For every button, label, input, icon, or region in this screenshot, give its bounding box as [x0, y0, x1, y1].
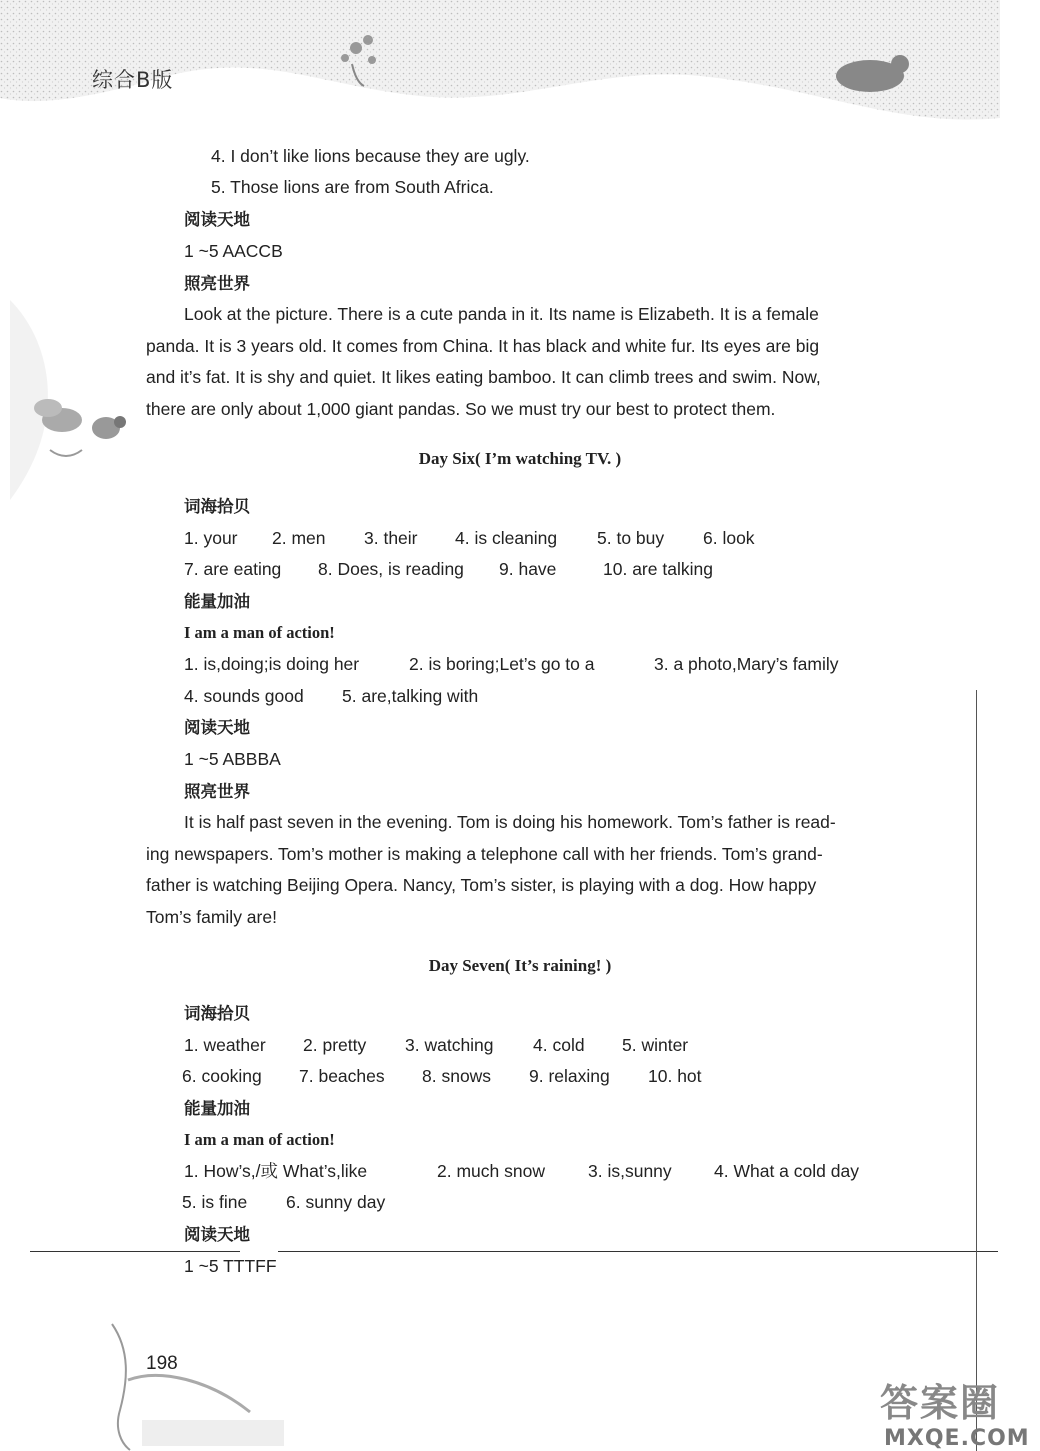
- bee-ornament-icon: [10, 300, 150, 500]
- essay-line: and it’s fat. It is shy and quiet. It likes eating bamboo. It can climb trees and swim. Now,: [146, 367, 821, 388]
- essay-family: [146, 807, 894, 933]
- answer-line: 4. I don’t like lions because they are ugly.: [211, 146, 530, 166]
- vocab-answer: 4. cold: [533, 1035, 585, 1055]
- vocab-answer: 1. your: [184, 528, 238, 548]
- action-answer: 1. How’s,/或 What’s,like: [184, 1161, 368, 1181]
- vocab-answer: 8. snows: [422, 1066, 492, 1086]
- day-six-heading: Day Six( I’m watching TV. ): [418, 449, 622, 468]
- action-answer: 1. is,doing;is doing her: [184, 654, 360, 674]
- essay-line: panda. It is 3 years old. It comes from China. It has black and white fur. Its eyes are big: [146, 335, 820, 356]
- energy-section-title: 能量加油: [184, 592, 250, 611]
- divider: [278, 1251, 998, 1252]
- energy-section-title: 能量加油: [184, 1099, 250, 1118]
- vocab-answer: 6. cooking: [182, 1066, 262, 1086]
- vocab-answer: 6. look: [703, 528, 755, 548]
- vocab-answer: 1. weather: [184, 1035, 266, 1055]
- reading-section-title: 阅读天地: [184, 718, 250, 737]
- vocab-answer: 3. their: [364, 528, 418, 548]
- watermark-url: MXQE.COM: [884, 1426, 1030, 1451]
- action-answer: 4. sounds good: [184, 686, 304, 706]
- reading-answer: 1 ~5 AACCB: [184, 241, 283, 261]
- page-number: 198: [146, 1353, 178, 1374]
- watermark-logo: 答案圈: [880, 1381, 1001, 1425]
- action-answer: 3. is,sunny: [588, 1161, 672, 1181]
- essay-line: there are only about 1,000 giant pandas. So we must try our best to protect them.: [146, 398, 776, 419]
- action-subtitle: I am a man of action!: [184, 1130, 335, 1149]
- essay-line: ing newspapers. Tom’s mother is making a telephone call with her friends. Tom’s grand-: [146, 843, 823, 864]
- edition-label: 综合B版: [92, 68, 174, 92]
- vocab-answer: 7. are eating: [184, 559, 282, 579]
- reading-answer: 1 ~5 TTTFF: [184, 1256, 277, 1276]
- vocab-answer: 7. beaches: [299, 1066, 385, 1086]
- vocab-answer: 4. is cleaning: [455, 528, 558, 548]
- day-seven-heading: Day Seven( It’s raining! ): [428, 956, 612, 975]
- leaf-ornament-icon: [100, 1320, 290, 1451]
- answer-line: 5. Those lions are from South Africa.: [211, 177, 494, 197]
- action-answer: 2. is boring;Let’s go to a: [409, 654, 595, 674]
- reading-answer: 1 ~5 ABBBA: [184, 749, 281, 769]
- action-answer: 5. is fine: [182, 1192, 248, 1212]
- essay-line: It is half past seven in the evening. Tom is doing his homework. Tom’s father is read-: [184, 812, 836, 832]
- writing-section-title: 照亮世界: [184, 782, 250, 801]
- writing-section-title: 照亮世界: [184, 274, 250, 293]
- margin-line: [976, 690, 977, 1451]
- vocab-answer: 10. hot: [648, 1066, 702, 1086]
- vocab-answer: 2. men: [272, 528, 326, 548]
- vocab-answer: 9. relaxing: [529, 1066, 610, 1086]
- vocab-answer: 8. Does, is reading: [318, 559, 464, 579]
- vocab-answer: 2. pretty: [303, 1035, 367, 1055]
- essay-line: father is watching Beijing Opera. Nancy, Tom’s sister, is playing with a dog. How happy: [146, 875, 817, 896]
- action-subtitle: I am a man of action!: [184, 623, 335, 642]
- action-answer: 4. What a cold day: [714, 1161, 859, 1181]
- reading-section-title: 阅读天地: [184, 210, 250, 229]
- action-answer: 3. a photo,Mary’s family: [654, 654, 839, 674]
- vocab-answer: 10. are talking: [603, 559, 713, 579]
- essay-line: Tom’s family are!: [146, 906, 277, 927]
- vocab-answer: 5. to buy: [597, 528, 665, 548]
- essay-line: Look at the picture. There is a cute panda in it. Its name is Elizabeth. It is a female: [184, 304, 819, 324]
- reading-section-title: 阅读天地: [184, 1225, 250, 1244]
- action-answer: 5. are,talking with: [342, 686, 479, 706]
- vocab-section-title: 词海拾贝: [184, 1004, 250, 1023]
- vocab-answer: 5. winter: [622, 1035, 689, 1055]
- divider: [30, 1251, 240, 1252]
- vocab-answer: 9. have: [499, 559, 557, 579]
- essay-panda: [146, 299, 894, 425]
- action-answer: 6. sunny day: [286, 1192, 386, 1212]
- vocab-section-title: 词海拾贝: [184, 497, 250, 516]
- action-answer: 2. much snow: [437, 1161, 545, 1181]
- vocab-answer: 3. watching: [405, 1035, 494, 1055]
